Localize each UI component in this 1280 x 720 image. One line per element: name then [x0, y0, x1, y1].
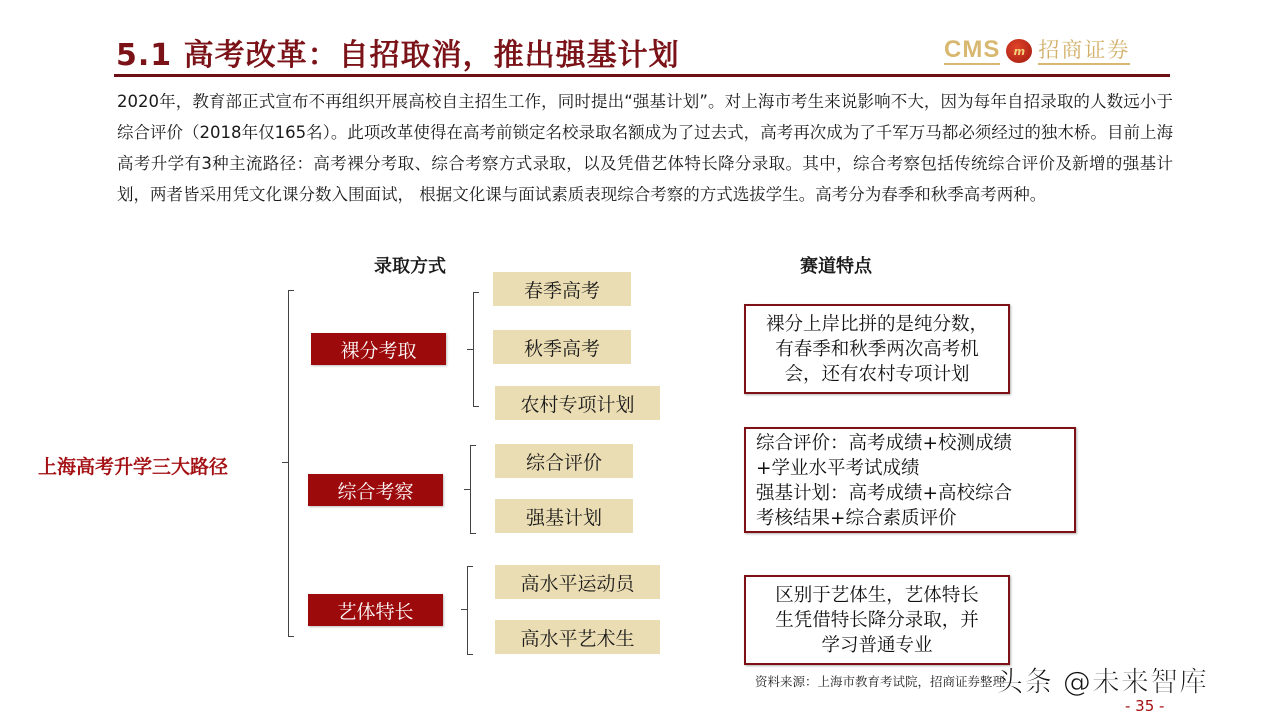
leaf-comprehensive-eval [495, 444, 633, 478]
sub-brace-3-tick [461, 609, 467, 610]
sub-brace-2-tick [464, 489, 470, 490]
logo-latin: CMS [944, 36, 1001, 63]
feature-line: 综合评价：高考成绩+校测成绩 [756, 433, 1013, 454]
feature-line: 裸分上岸比拼的是纯分数， [765, 314, 988, 335]
cms-logo [944, 34, 1130, 68]
title-divider [114, 74, 1170, 77]
intro-paragraph: 2020年，教育部正式宣布不再组织开展高校自主招生工作，同时提出“强基计划”。对上海市考生来说影响不大，因为每年自招录取的人数远小于综合评价（2018年仅165名）。此项改革使得在高考前锁定名校录取名额成为了过去式，高考再次成为了千军万马都必须经过的独木桥。目前上海高考升学有3种主流路径：高考裸分考取、综合考察方式录取，以及凭借艺体特长降分录取。其中，综合考察包括传统综合评价及新增的强基计划，两者皆采用凭文化课分数入围面试， 根据文化课与面试素质表现综合考察的方式选拔学生。高考分为春季和秋季高考两种。 [117, 92, 1173, 204]
feature-box-comprehensive [744, 427, 1076, 533]
page-number: - 35 - [1125, 697, 1165, 715]
feature-line: +学业水平考试成绩 [756, 458, 920, 479]
leaf-label: 强基计划 [525, 506, 602, 529]
feature-line: 生凭借特长降分录取，并 [775, 610, 979, 631]
leaf-athletes [495, 565, 660, 599]
column-header-methods: 录取方式 [374, 256, 446, 277]
main-brace-tick [282, 462, 288, 463]
main-brace [288, 290, 294, 637]
feature-box-naked-score [744, 304, 1010, 394]
source-note: 资料来源：上海市教育考试院，招商证券整理 [755, 674, 1006, 689]
root-label: 上海高考升学三大路径 [38, 456, 229, 478]
feature-line: 区别于艺体生，艺体特长 [775, 585, 979, 606]
page-title: 5.1 高考改革：自招取消，推出强基计划 [116, 38, 680, 73]
logo-chinese: 招商证券 [1038, 37, 1130, 65]
leaf-rural-program [495, 386, 660, 420]
logo-emblem-icon: m [1006, 39, 1032, 63]
feature-line: 有春季和秋季两次高考机 [775, 339, 979, 360]
category-label: 艺体特长 [337, 600, 414, 623]
category-comprehensive [308, 474, 443, 506]
leaf-autumn-exam [493, 330, 631, 364]
category-arts-sports [308, 594, 443, 626]
category-label: 裸分考取 [340, 339, 417, 362]
feature-line: 学习普通专业 [821, 635, 933, 656]
category-label: 综合考察 [337, 480, 414, 503]
sub-brace-1-tick [467, 349, 473, 350]
leaf-artists [495, 620, 660, 654]
leaf-label: 高水平艺术生 [520, 627, 635, 650]
column-header-features: 赛道特点 [800, 256, 872, 277]
sub-brace-3 [467, 566, 473, 655]
leaf-spring-exam [493, 272, 631, 306]
leaf-label: 高水平运动员 [520, 572, 635, 595]
feature-line: 会，还有农村专项计划 [784, 364, 970, 385]
feature-line: 强基计划：高考成绩+高校综合 [756, 483, 1013, 504]
category-naked-score [311, 333, 446, 365]
sub-brace-1 [473, 292, 479, 407]
leaf-strong-base [495, 499, 633, 533]
sub-brace-2 [470, 445, 476, 534]
leaf-label: 农村专项计划 [520, 393, 635, 416]
watermark: 头条 @未来智库 [995, 665, 1208, 698]
feature-line: 考核结果+综合素质评价 [756, 508, 957, 529]
leaf-label: 春季高考 [523, 279, 600, 302]
leaf-label: 综合评价 [525, 451, 602, 474]
leaf-label: 秋季高考 [523, 337, 600, 360]
feature-box-arts-sports [744, 575, 1010, 665]
